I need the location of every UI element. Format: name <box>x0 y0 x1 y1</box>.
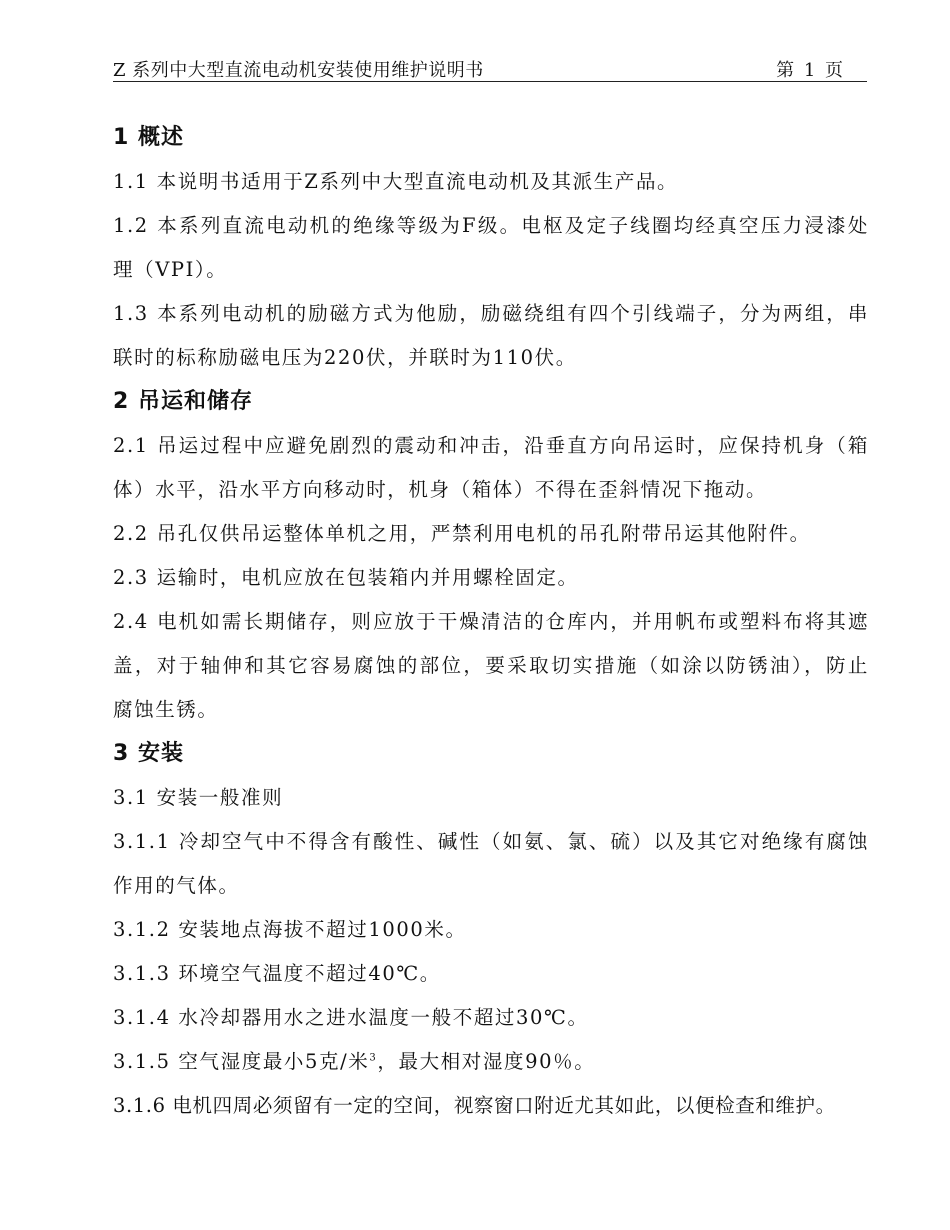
superscript: 3 <box>369 1052 378 1064</box>
paragraph: 1.3 本系列电动机的励磁方式为他励，励磁绕组有四个引线端子，分为两组，串 <box>113 302 869 325</box>
paragraph-continued: 体）水平，沿水平方向移动时，机身（箱体）不得在歪斜情况下拖动。 <box>113 478 768 501</box>
section-heading: 1 概述 <box>113 125 184 150</box>
page-header <box>113 52 867 82</box>
paragraph: 2.4 电机如需长期储存，则应放于干燥清洁的仓库内，并用帆布或塑料布将其遮 <box>113 610 869 633</box>
paragraph: 2.3 运输时，电机应放在包装箱内并用螺栓固定。 <box>113 566 579 589</box>
paragraph: 3.1.1 冷却空气中不得含有酸性、碱性（如氨、氯、硫）以及其它对绝缘有腐蚀 <box>113 830 869 853</box>
paragraph: 3.1.3 环境空气温度不超过40℃。 <box>113 962 441 985</box>
paragraph: 2.1 吊运过程中应避免剧烈的震动和冲击，沿垂直方向吊运时，应保持机身（箱 <box>113 434 869 457</box>
paragraph <box>113 1040 869 1084</box>
document-title: Z 系列中大型直流电动机安装使用维护说明书 <box>113 60 484 81</box>
paragraph-continued: 腐蚀生锈。 <box>113 698 219 721</box>
section-heading: 2 吊运和储存 <box>113 389 253 414</box>
page-number: 第 1 页 <box>776 60 845 81</box>
paragraph: 3.1.6 电机四周必须留有一定的空间，视察窗口附近尤其如此，以便检查和维护。 <box>113 1094 836 1117</box>
paragraph-continued: 盖，对于轴伸和其它容易腐蚀的部位，要采取切实措施（如涂以防锈油），防止 <box>113 654 869 677</box>
paragraph-continued: 联时的标称励磁电压为220伏，并联时为110伏。 <box>113 346 577 369</box>
humidity-text: 3.1.5 空气湿度最小5克/米 <box>113 1050 370 1073</box>
paragraph: 2.2 吊孔仅供吊运整体单机之用，严禁利用电机的吊孔附带吊运其他附件。 <box>113 522 811 545</box>
section-heading: 3 安装 <box>113 741 184 766</box>
paragraph: 1.1 本说明书适用于Z系列中大型直流电动机及其派生产品。 <box>113 170 679 193</box>
paragraph: 3.1.4 水冷却器用水之进水温度一般不超过30℃。 <box>113 1006 589 1029</box>
subsection-heading: 3.1 安装一般准则 <box>113 786 284 809</box>
paragraph: 1.2 本系列直流电动机的绝缘等级为F级。电枢及定子线圈均经真空压力浸漆处 <box>113 214 869 237</box>
humidity-text-end: ，最大相对湿度90％。 <box>377 1050 596 1073</box>
document-body <box>113 116 869 1128</box>
paragraph-continued: 作用的气体。 <box>113 874 240 897</box>
paragraph: 3.1.2 安装地点海拔不超过1000米。 <box>113 918 467 941</box>
paragraph-continued: 理（VPI）。 <box>113 258 228 281</box>
header-divider <box>113 81 867 82</box>
